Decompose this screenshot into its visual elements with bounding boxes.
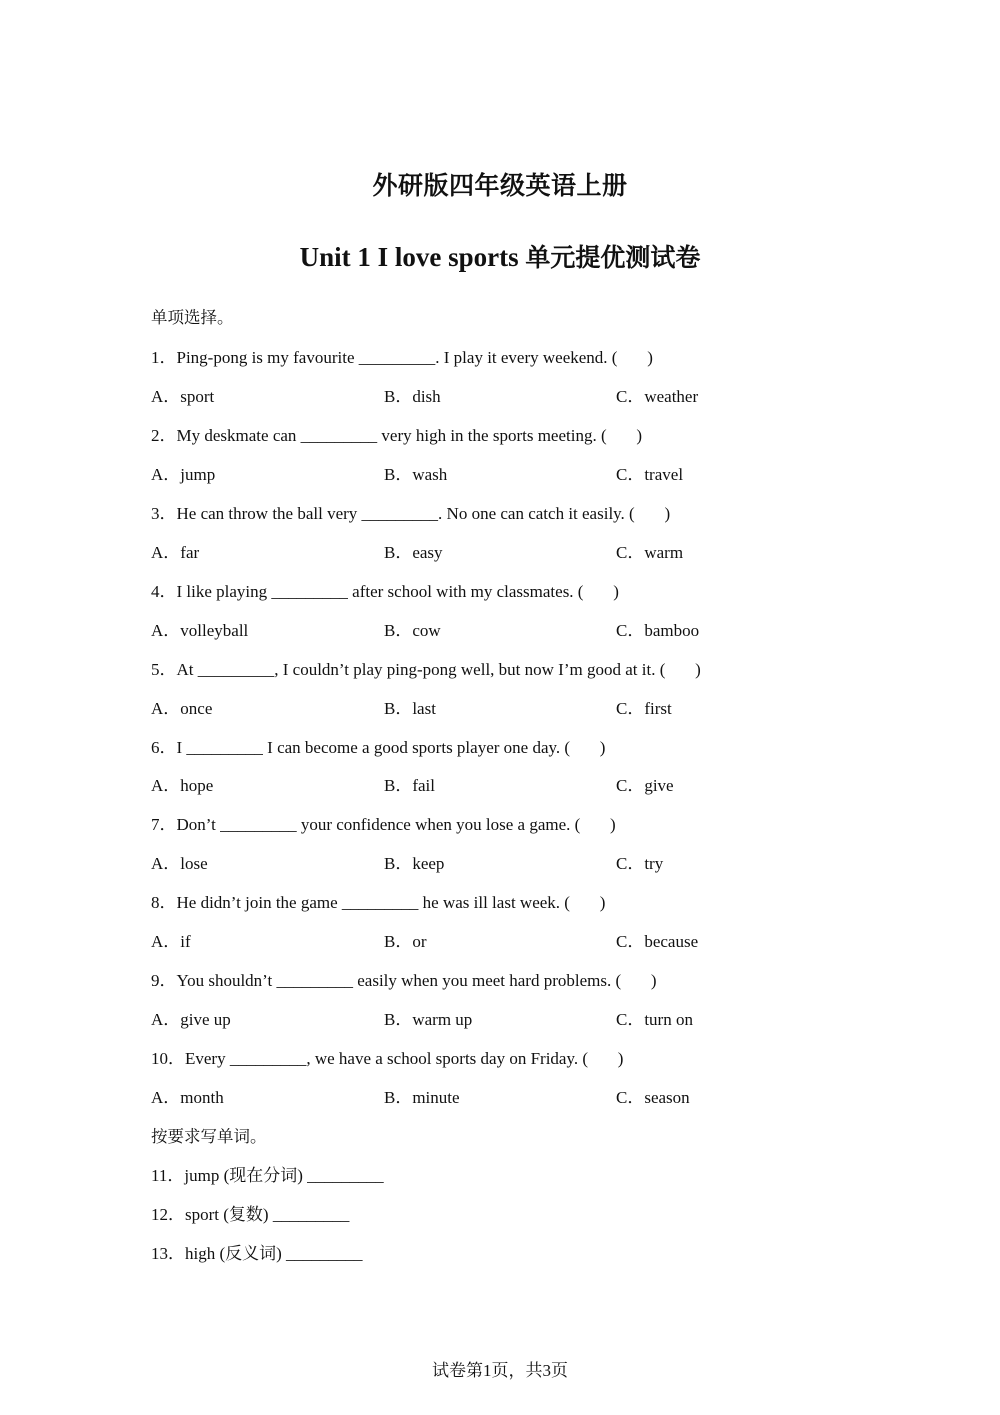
option-c: C．because bbox=[616, 932, 699, 951]
option-a: A．if bbox=[151, 932, 191, 951]
question-stem: 6．I _________ I can become a good sports player one day. ( ) bbox=[151, 738, 606, 757]
option-b: B．cow bbox=[384, 621, 441, 640]
subtitle-english: Unit 1 I love sports bbox=[299, 242, 526, 272]
question-stem: 7．Don’t _________ your confidence when you lose a game. ( ) bbox=[151, 815, 616, 834]
question-stem: 9．You shouldn’t _________ easily when you meet hard problems. ( ) bbox=[151, 971, 657, 990]
option-c: C．try bbox=[616, 854, 664, 873]
word-form-question: 13．high (反义词) _________ bbox=[151, 1244, 363, 1263]
option-a: A．once bbox=[151, 699, 213, 718]
option-c: C．travel bbox=[616, 465, 684, 484]
section-heading-single-choice: 单项选择。 bbox=[151, 308, 234, 327]
option-c: C．warm bbox=[616, 543, 684, 562]
option-b: B．last bbox=[384, 699, 436, 718]
option-a: A．hope bbox=[151, 776, 214, 795]
question-stem: 5．At _________, I couldn’t play ping-pong well, but now I’m good at it. ( ) bbox=[151, 660, 701, 679]
option-a: A．sport bbox=[151, 387, 215, 406]
option-b: B．dish bbox=[384, 387, 441, 406]
section-heading-word-forms: 按要求写单词。 bbox=[151, 1127, 267, 1146]
question-stem: 8．He didn’t join the game _________ he was ill last week. ( ) bbox=[151, 893, 606, 912]
option-c: C．turn on bbox=[616, 1010, 693, 1029]
option-b: B．warm up bbox=[384, 1010, 473, 1029]
question-stem: 4．I like playing _________ after school with my classmates. ( ) bbox=[151, 582, 619, 601]
option-a: A．far bbox=[151, 543, 200, 562]
question-stem: 2．My deskmate can _________ very high in the sports meeting. ( ) bbox=[151, 426, 643, 445]
word-form-question: 12．sport (复数) _________ bbox=[151, 1205, 350, 1224]
option-a: A．volleyball bbox=[151, 621, 249, 640]
page-title: 外研版四年级英语上册 bbox=[372, 171, 628, 200]
question-stem: 1．Ping-pong is my favourite _________. I play it every weekend. ( ) bbox=[151, 348, 653, 367]
option-c: C．first bbox=[616, 699, 672, 718]
option-a: A．month bbox=[151, 1088, 224, 1107]
page-subtitle bbox=[0, 238, 1000, 274]
option-b: B．wash bbox=[384, 465, 448, 484]
subtitle-chinese: 单元提优测试卷 bbox=[525, 243, 701, 272]
option-a: A．lose bbox=[151, 854, 208, 873]
option-b: B．fail bbox=[384, 776, 435, 795]
option-b: B．keep bbox=[384, 854, 445, 873]
option-a: A．give up bbox=[151, 1010, 231, 1029]
question-stem: 3．He can throw the ball very _________. No one can catch it easily. ( ) bbox=[151, 504, 671, 523]
option-b: B．or bbox=[384, 932, 427, 951]
word-form-question: 11．jump (现在分词) _________ bbox=[151, 1166, 384, 1185]
option-b: B．easy bbox=[384, 543, 443, 562]
page-footer: 试卷第1页，共3页 bbox=[432, 1361, 568, 1380]
option-c: C．give bbox=[616, 776, 674, 795]
option-a: A．jump bbox=[151, 465, 216, 484]
option-c: C．bamboo bbox=[616, 621, 700, 640]
option-c: C．weather bbox=[616, 387, 699, 406]
option-c: C．season bbox=[616, 1088, 690, 1107]
option-b: B．minute bbox=[384, 1088, 460, 1107]
question-stem: 10．Every _________, we have a school sports day on Friday. ( ) bbox=[151, 1049, 624, 1068]
